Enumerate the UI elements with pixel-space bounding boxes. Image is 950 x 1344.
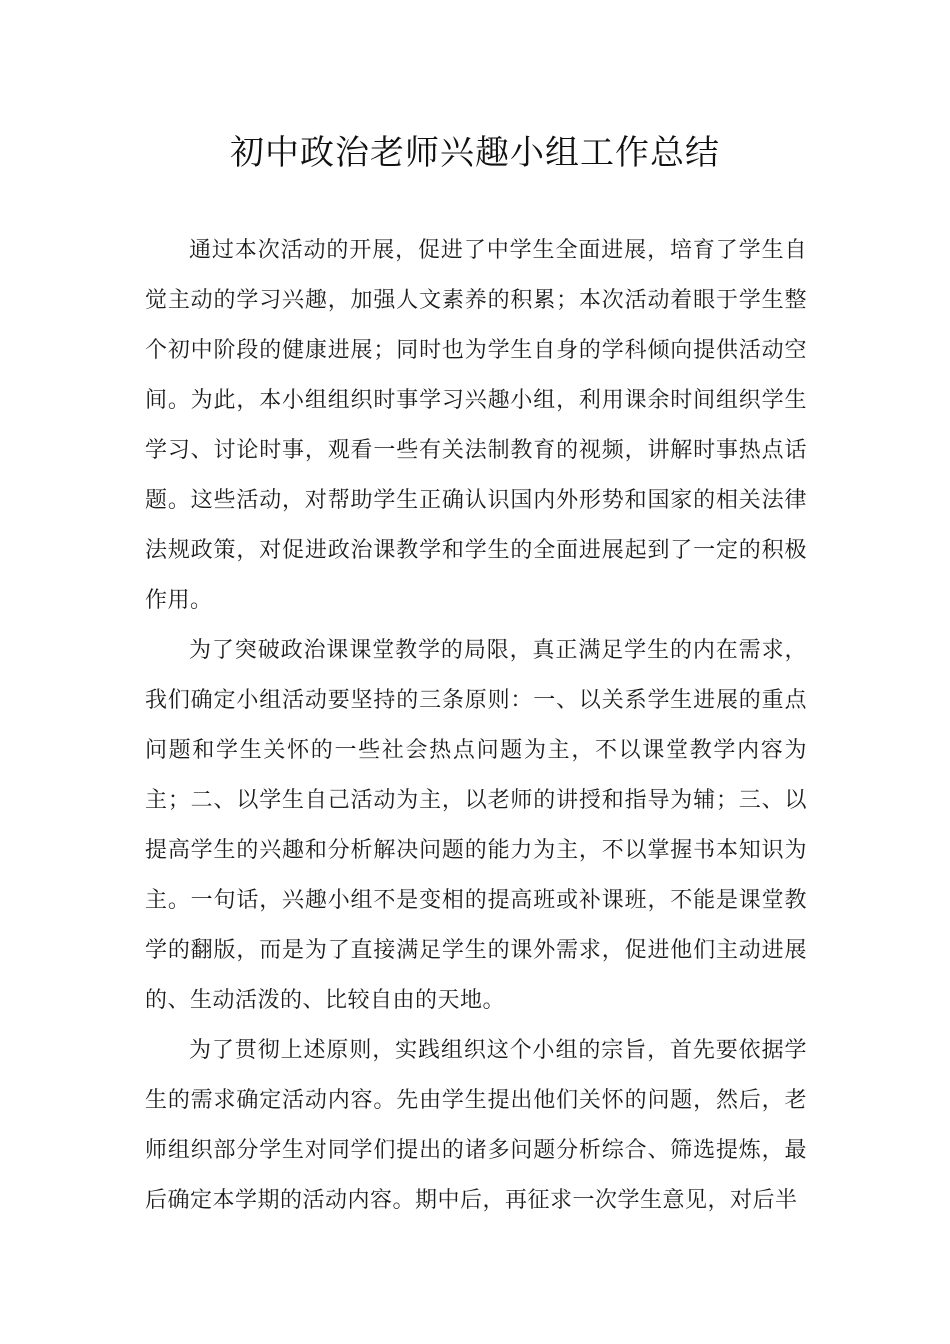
paragraph-1: 通过本次活动的开展，促进了中学生全面进展，培育了学生自觉主动的学习兴趣，加强人文素养的积累；本次活动着眼于学生整个初中阶段的健康进展；同时也为学生自身的学科倾向提供活动空间。为此，本小组组织时事学习兴趣小组，利用课余时间组织学生学习、讨论时事，观看一些有关法制教育的视频，讲解时事热点话题。这些活动，对帮助学生正确认识国内外形势和国家的相关法律法规政策，对促进政治课教学和学生的全面进展起到了一定的积极作用。 xyxy=(145,238,807,613)
document-body xyxy=(145,226,807,1226)
paragraph-3: 为了贯彻上述原则，实践组织这个小组的宗旨，首先要依据学生的需求确定活动内容。先由学生提出他们关怀的问题，然后，老师组织部分学生对同学们提出的诸多问题分析综合、筛选提炼，最后确定本学期的活动内容。期中后，再征求一次学生意见，对后半 xyxy=(145,1038,807,1213)
document-title: 初中政治老师兴趣小组工作总结 xyxy=(230,133,720,173)
paragraph-2: 为了突破政治课课堂教学的局限，真正满足学生的内在需求，我们确定小组活动要坚持的三条原则：一、以关系学生进展的重点问题和学生关怀的一些社会热点问题为主，不以课堂教学内容为主；二、以学生自己活动为主，以老师的讲授和指导为辅；三、以提高学生的兴趣和分析解决问题的能力为主，不以掌握书本知识为主。一句话，兴趣小组不是变相的提高班或补课班，不能是课堂教学的翻版，而是为了直接满足学生的课外需求，促进他们主动进展的、生动活泼的、比较自由的天地。 xyxy=(145,638,807,1013)
